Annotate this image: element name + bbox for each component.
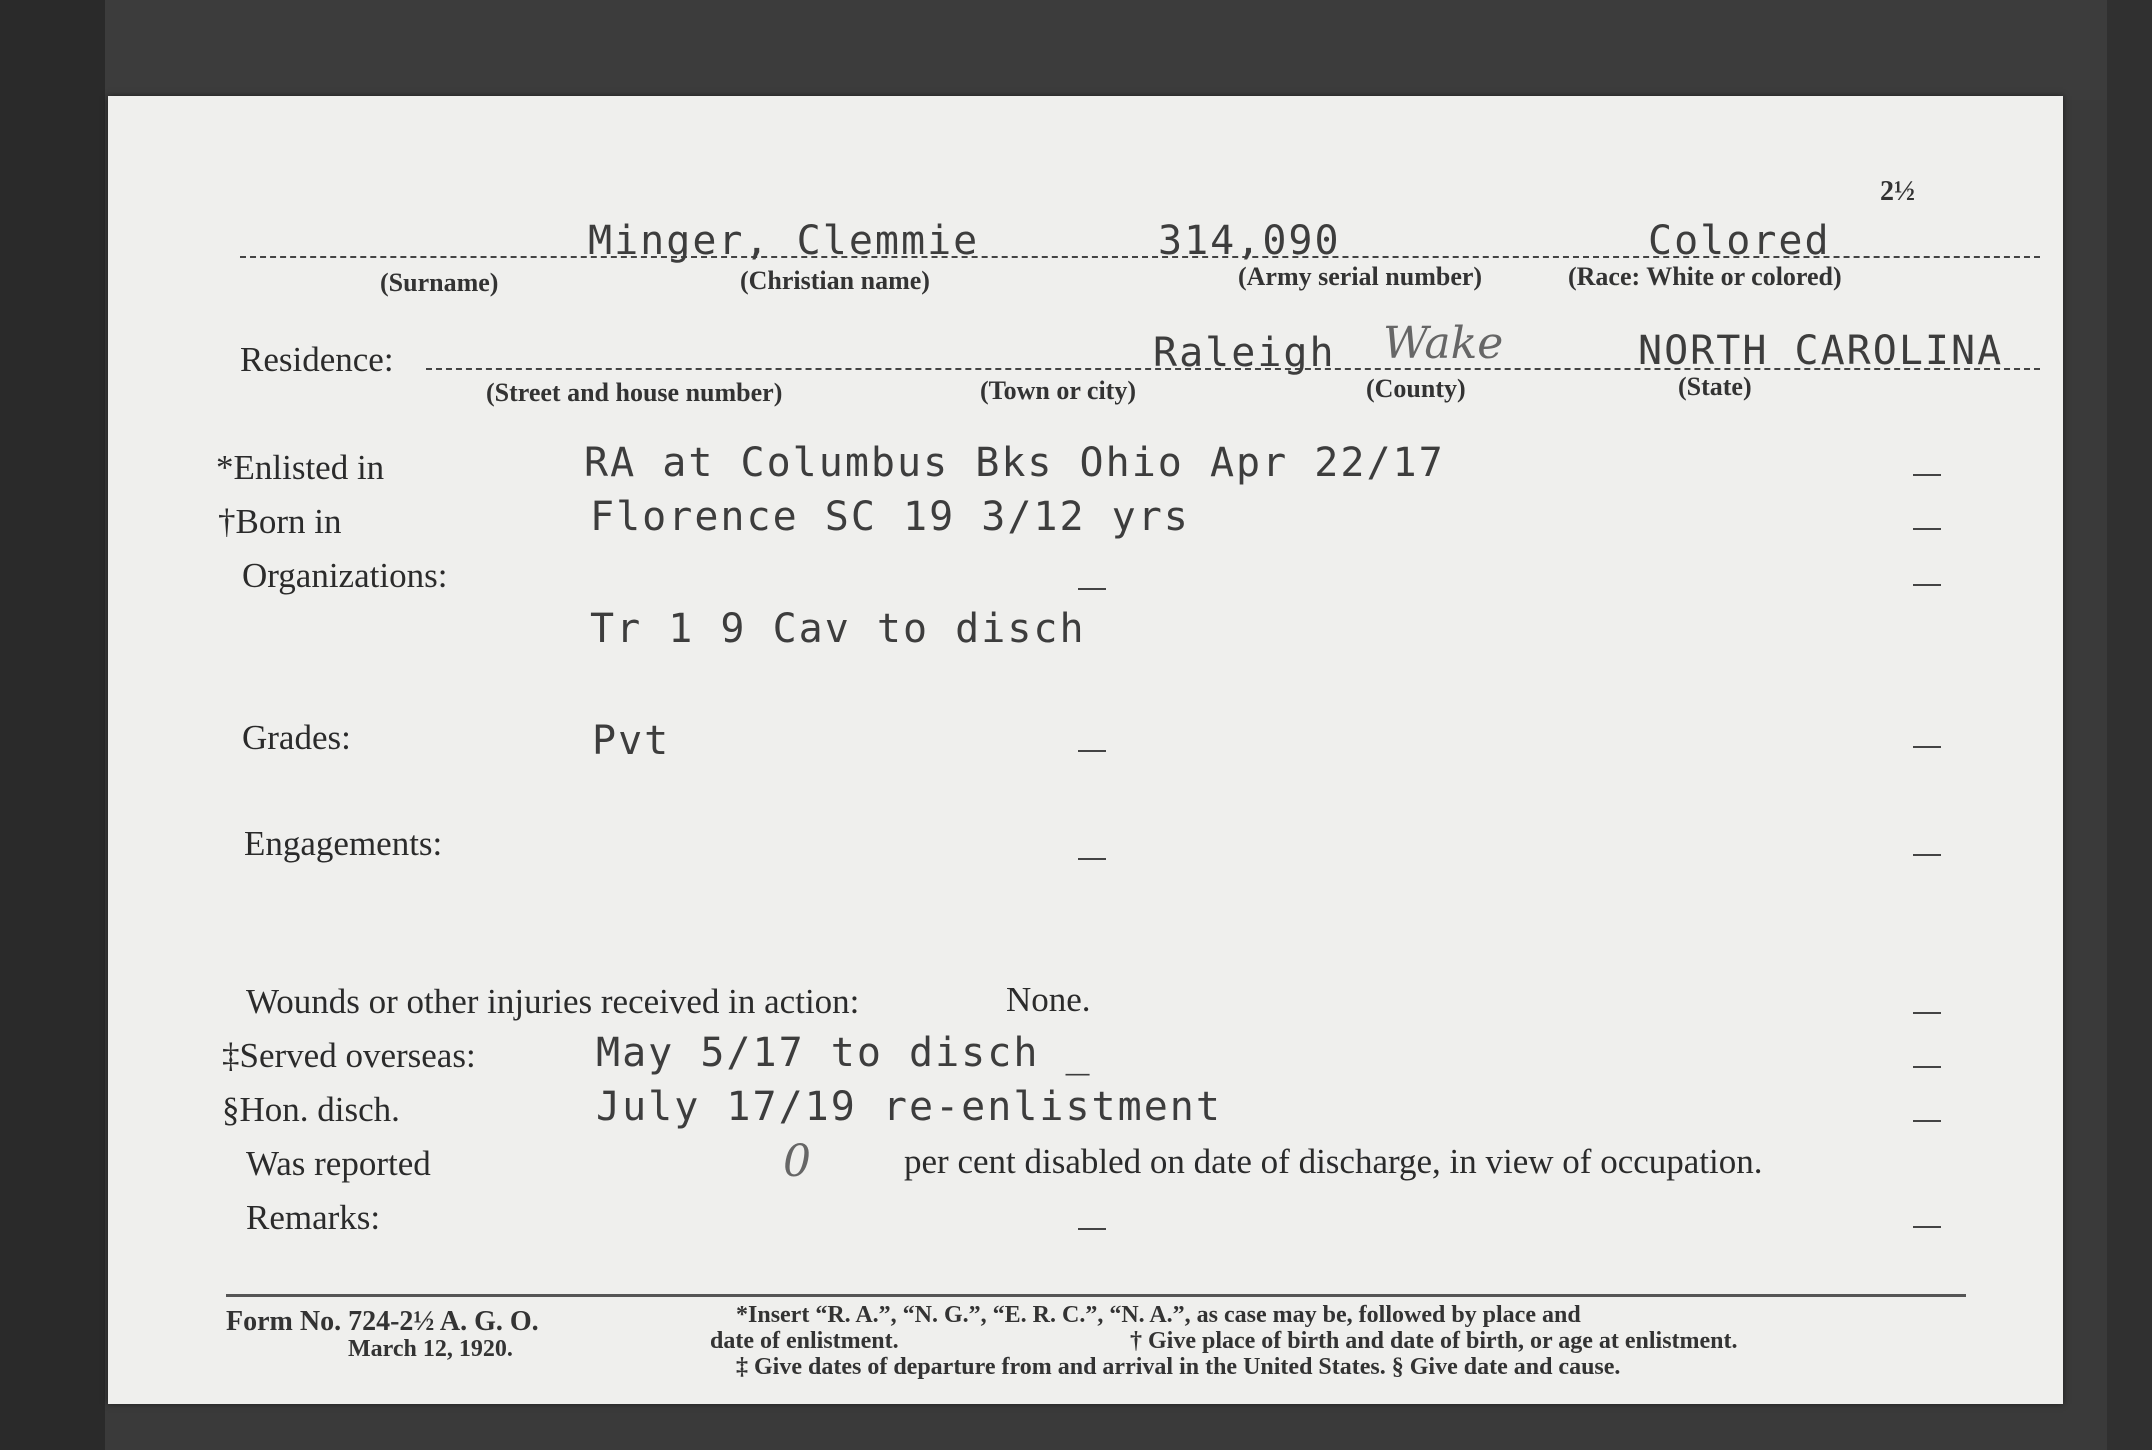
engagements-center-dash bbox=[1078, 858, 1106, 860]
residence-label: Residence: bbox=[240, 340, 394, 379]
caption-race: (Race: White or colored) bbox=[1568, 262, 1842, 291]
organizations-value: Tr 1 9 Cav to disch bbox=[590, 606, 1086, 652]
reported-label: Was reported bbox=[246, 1144, 431, 1183]
service-record-card bbox=[108, 96, 2063, 1404]
footnote-born: † Give place of birth and date of birth, or age at enlistment. bbox=[1130, 1328, 1738, 1354]
enlisted-value: RA at Columbus Bks Ohio Apr 22/17 bbox=[584, 440, 1445, 486]
hon-disch-label: §Hon. disch. bbox=[222, 1090, 400, 1129]
footer-separator bbox=[226, 1294, 1966, 1297]
footnote-insert-cont: date of enlistment. bbox=[710, 1328, 899, 1354]
born-value: Florence SC 19 3/12 yrs bbox=[590, 494, 1190, 540]
caption-state: (State) bbox=[1678, 372, 1752, 401]
grades-center-dash bbox=[1078, 750, 1106, 752]
wounds-label: Wounds or other injuries received in action: bbox=[246, 982, 860, 1021]
town-value: Raleigh bbox=[1153, 330, 1336, 376]
engagements-dash bbox=[1913, 854, 1941, 856]
overseas-value: May 5/17 to disch _ bbox=[596, 1030, 1092, 1076]
remarks-center-dash bbox=[1078, 1228, 1106, 1230]
serial-number-value: 314,090 bbox=[1158, 218, 1341, 264]
overseas-label: ‡Served overseas: bbox=[222, 1036, 476, 1075]
scan-background-right bbox=[2107, 0, 2152, 1450]
remarks-label: Remarks: bbox=[246, 1198, 381, 1237]
reported-suffix: per cent disabled on date of discharge, in view of occupation. bbox=[904, 1142, 1763, 1181]
organizations-center-dash bbox=[1078, 588, 1106, 590]
grades-label: Grades: bbox=[242, 718, 351, 757]
wounds-dash bbox=[1913, 1012, 1941, 1014]
caption-christian-name: (Christian name) bbox=[740, 266, 930, 295]
footnote-insert: *Insert “R. A.”, “N. G.”, “E. R. C.”, “N. A.”, as case may be, followed by place and bbox=[736, 1302, 1581, 1328]
corner-number: 2½ bbox=[1880, 176, 1915, 207]
born-label: †Born in bbox=[218, 502, 342, 541]
wounds-value: None. bbox=[1006, 980, 1091, 1019]
caption-street: (Street and house number) bbox=[486, 378, 783, 407]
name-value: Minger, Clemmie bbox=[588, 218, 980, 264]
hon-disch-dash bbox=[1913, 1120, 1941, 1122]
enlisted-dash bbox=[1913, 474, 1941, 476]
caption-surname: (Surname) bbox=[380, 268, 499, 297]
caption-serial-number: (Army serial number) bbox=[1238, 262, 1483, 291]
footnote-overseas: ‡ Give dates of departure from and arrival in the United States. § Give date and cause. bbox=[736, 1354, 1621, 1380]
born-dash bbox=[1913, 528, 1941, 530]
hon-disch-value: July 17/19 re-enlistment bbox=[596, 1084, 1222, 1130]
county-value: Wake bbox=[1383, 318, 1504, 369]
caption-county: (County) bbox=[1366, 374, 1466, 403]
remarks-dash bbox=[1913, 1226, 1941, 1228]
form-date: March 12, 1920. bbox=[348, 1336, 513, 1362]
scan-background-left bbox=[0, 0, 105, 1450]
enlisted-label: *Enlisted in bbox=[216, 448, 385, 487]
race-value: Colored bbox=[1648, 218, 1831, 264]
overseas-dash bbox=[1913, 1066, 1941, 1068]
organizations-label: Organizations: bbox=[242, 556, 448, 595]
caption-town: (Town or city) bbox=[980, 376, 1136, 405]
grades-dash bbox=[1913, 746, 1941, 748]
engagements-label: Engagements: bbox=[244, 824, 443, 863]
state-value: NORTH CAROLINA bbox=[1638, 328, 2004, 374]
organizations-dash bbox=[1913, 584, 1941, 586]
scan-background-top bbox=[0, 0, 2152, 100]
reported-value: 0 bbox=[783, 1136, 811, 1187]
form-number: Form No. 724-2½ A. G. O. bbox=[226, 1306, 539, 1337]
grades-value: Pvt bbox=[592, 718, 671, 764]
